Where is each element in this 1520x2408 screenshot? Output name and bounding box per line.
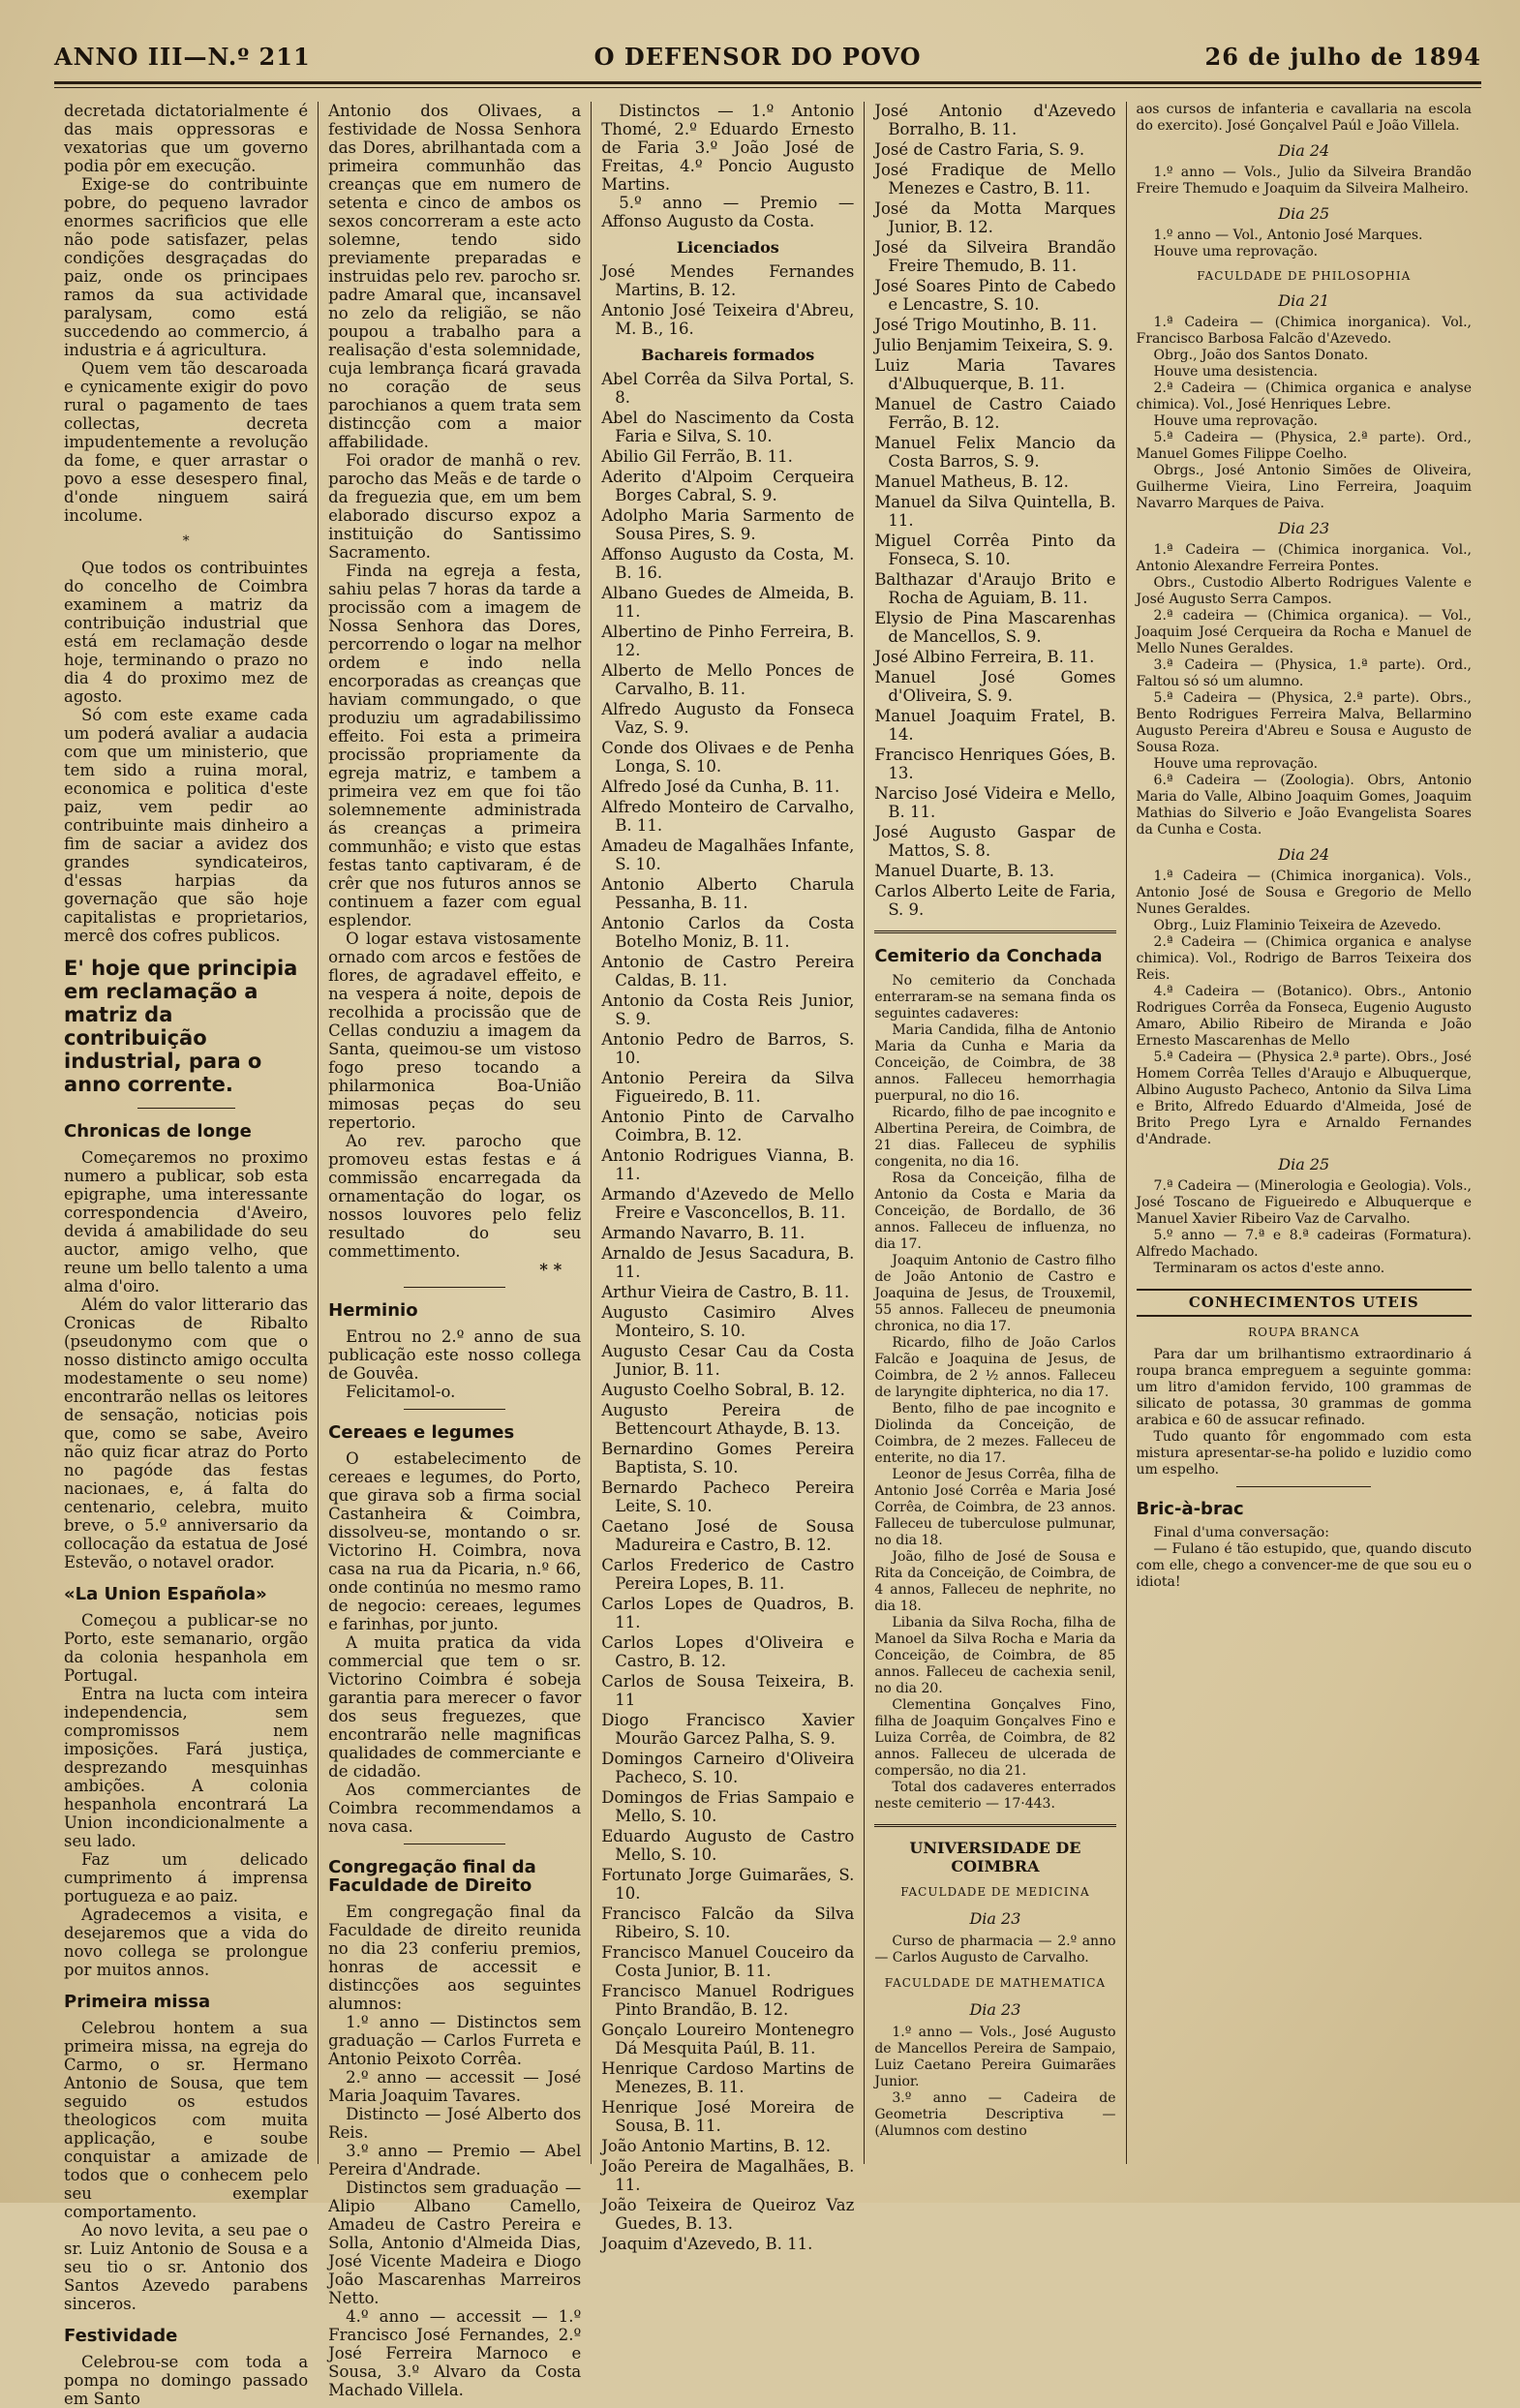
list-item: Miguel Corrêa Pinto da Fonseca, S. 10. bbox=[874, 532, 1116, 568]
divider bbox=[404, 1409, 504, 1410]
article-text: Começou a publicar-se no Porto, este semanario, orgão da colonia hespanhola em Portugal. bbox=[64, 1611, 309, 1685]
list-item: José Fradique de Mello Menezes e Castro, B. 11. bbox=[874, 161, 1116, 198]
list-item: Bernardino Gomes Pereira Baptista, S. 10. bbox=[601, 1440, 855, 1477]
columns bbox=[54, 102, 1481, 2408]
list-item: Manuel Duarte, B. 13. bbox=[874, 862, 1054, 880]
list-item: Elysio de Pina Mascarenhas de Mancellos, S. 9. bbox=[874, 609, 1116, 646]
list-item: Maria Candida, filha de Antonio Maria da Cunha e Maria da Conceição, de Coimbra, de 38 annos. Falleceu hemorrhagia puerpural, no dio 16. bbox=[874, 1022, 1116, 1104]
article-text: 1.º anno — Vols., José Augusto de Mancellos Pereira de Sampaio, Luiz Caetano Pereira Guimarães Junior. bbox=[874, 2025, 1116, 2089]
article-text: decretada dictatorialmente é das mais oppressoras e vexatorias que um governo podia pôr em execução. bbox=[64, 102, 309, 175]
list-item: Manuel Felix Mancio da Costa Barros, S. 9. bbox=[874, 434, 1116, 471]
article-text: Tudo quanto fôr engommado com esta mistura apresentar-se-ha polido e luzidio como um espelho. bbox=[1136, 1429, 1472, 1478]
list-item: Francisco Manuel Rodrigues Pinto Brandão, B. 12. bbox=[601, 1982, 855, 2019]
masthead-rule bbox=[54, 81, 1481, 88]
list-item: Amadeu de Magalhães Infante, S. 10. bbox=[601, 837, 855, 873]
list-item: Antonio Pedro de Barros, S. 10. bbox=[601, 1030, 855, 1067]
list-item: João Antonio Martins, B. 12. bbox=[601, 2137, 831, 2155]
faculty-mathematica: FACULDADE DE MATHEMATICA bbox=[884, 1976, 1107, 1990]
list-item: Gonçalo Loureiro Montenegro Dá Mesquita Paúl, B. 11. bbox=[601, 2021, 855, 2057]
list-item: Conde dos Olivaes e de Penha Longa, S. 10. bbox=[601, 739, 855, 776]
article-text: Felicitamol-o. bbox=[346, 1383, 456, 1401]
article-text: 1.º anno — Vols., Julio da Silveira Brandão Freire Themudo e Joaquim da Silveira Malheiro. bbox=[1136, 165, 1472, 197]
article-text: 6.ª Cadeira — (Zoologia). Obrs, Antonio Maria do Valle, Albino Joaquim Gomes, Joaquim Mathias do Silverio e João Evangelista Soares da Cunha e Costa. bbox=[1136, 773, 1472, 838]
list-item: Alfredo José da Cunha, B. 11. bbox=[601, 777, 840, 796]
list-item: Clementina Gonçalves Fino, filha de Joaquim Gonçalves Fino e Luiza Corrêa, de Coimbra, de 82 annos. Falleceu de ulcerada de compersão, no dia 21. bbox=[874, 1697, 1116, 1779]
list-item: Bernardo Pacheco Pereira Leite, S. 10. bbox=[601, 1478, 855, 1515]
section-title-bric-a-brac: Bric-à-brac bbox=[1136, 1499, 1244, 1519]
article-text: Quem vem tão descaroada e cynicamente exigir do povo rural o pagamento de taes collectas, decreta impudentemente a revolução da fome, e quer arrastar o povo a esse desespero final, d'onde ninguem sairá incolume. bbox=[64, 359, 309, 525]
article-text: Houve uma reprovação. bbox=[1153, 244, 1319, 259]
list-item: José Antonio d'Azevedo Borralho, B. 11. bbox=[874, 102, 1116, 138]
issue-number: ANNO III—N.º 211 bbox=[54, 42, 311, 71]
article-text: Entra na lucta com inteira independencia, sem compromissos nem imposições. Fará justiça, desprezando mesquinhas ambições. A colonia hespanhola encontrará La Union incondicionalmente a seu lado. bbox=[64, 1685, 309, 1850]
list-item: Carlos Lopes d'Oliveira e Castro, B. 12. bbox=[601, 1633, 855, 1670]
list-item: José Trigo Moutinho, B. 11. bbox=[874, 316, 1098, 334]
list-item: Manuel da Silva Quintella, B. 11. bbox=[874, 493, 1116, 530]
list-item: José Mendes Fernandes Martins, B. 12. bbox=[601, 262, 855, 299]
article-text: 4.º anno — accessit — 1.º Francisco José Fernandes, 2.º José Ferreira Marnoco e Sousa, 3.º Alvaro da Costa Machado Villela. bbox=[328, 2307, 582, 2399]
list-item: Antonio Alberto Charula Pessanha, B. 11. bbox=[601, 875, 855, 912]
article-text: Terminaram os actos d'este anno. bbox=[1153, 1261, 1385, 1276]
list-item: José de Castro Faria, S. 9. bbox=[874, 140, 1085, 159]
issue-date: 26 de julho de 1894 bbox=[1204, 42, 1481, 71]
stars-separator: * * bbox=[539, 1261, 562, 1279]
day-heading: Dia 24 bbox=[1278, 845, 1330, 864]
subhead-bachareis: Bachareis formados bbox=[641, 346, 815, 364]
article-text: Em congregação final da Faculdade de direito reunida no dia 23 conferiu premios, honras de accessit e distincções aos seguintes alumnos: bbox=[328, 1903, 582, 2013]
section-title-missa: Primeira missa bbox=[64, 1992, 211, 2012]
list-item: Arnaldo de Jesus Sacadura, B. 11. bbox=[601, 1244, 855, 1281]
list-item: Carlos Frederico de Castro Pereira Lopes, B. 11. bbox=[601, 1556, 855, 1593]
section-title-chronicas: Chronicas de longe bbox=[64, 1121, 252, 1142]
section-title-cereaes: Cereaes e legumes bbox=[328, 1422, 515, 1443]
article-text: Exige-se do contribuinte pobre, do pequeno lavrador enormes sacrificios que elle não pode satisfazer, pelas condições desgraçadas do paiz, onde os principaes ramos da sua actividade paralysam, como está succedendo ao commercio, á industria e á agricultura. bbox=[64, 175, 309, 359]
list-item: Narciso José Videira e Mello, B. 11. bbox=[874, 784, 1116, 821]
bachareis-list-continued bbox=[874, 102, 1115, 919]
list-item: Adolpho Maria Sarmento de Sousa Pires, S. 9. bbox=[601, 506, 855, 543]
day-heading: Dia 23 bbox=[969, 1909, 1021, 1928]
section-title-cemiterio: Cemiterio da Conchada bbox=[874, 946, 1103, 966]
day-heading: Dia 23 bbox=[1278, 519, 1330, 537]
article-text: 2.ª Cadeira — (Chimica organica e analyse chimica). Vol., Rodrigo de Barros Teixeira dos Reis. bbox=[1136, 934, 1472, 983]
divider bbox=[137, 1108, 235, 1109]
article-text: Entrou no 2.º anno de sua publicação este nosso collega de Gouvêa. bbox=[328, 1327, 582, 1383]
article-text: Faz um delicado cumprimento á imprensa portugueza e ao paiz. bbox=[64, 1850, 309, 1905]
article-text: 3.º anno — Cadeira de Geometria Descriptiva — (Alumnos com destino bbox=[874, 2090, 1116, 2139]
article-text: 3.º anno — Premio — Abel Pereira d'Andrade. bbox=[328, 2142, 582, 2179]
list-item: João Teixeira de Queiroz Vaz Guedes, B. 13. bbox=[601, 2196, 855, 2233]
article-text: Obrs., Custodio Alberto Rodrigues Valente e José Augusto Serra Campos. bbox=[1136, 575, 1472, 607]
article-text: 2.º anno — accessit — José Maria Joaquim Tavares. bbox=[328, 2068, 582, 2105]
list-item: Francisco Falcão da Silva Ribeiro, S. 10. bbox=[601, 1905, 855, 1941]
article-text: Foi orador de manhã o rev. parocho das Meãs e de tarde o da freguezia que, em um bem elaborado discurso expoz a instituição do Santissimo Sacramento. bbox=[328, 451, 582, 562]
article-text: Celebrou hontem a sua primeira missa, na egreja do Carmo, o sr. Hermano Antonio de Sousa, que tem seguido os estudos theologicos com muita applicação, e soube conquistar a amizade de todos que o conhecem pelo seu exemplar comportamento. bbox=[64, 2019, 309, 2221]
list-item: Ricardo, filho de pae incognito e Albertina Pereira, de Coimbra, de 21 dias. Falleceu de syphilis congenita, no dia 16. bbox=[874, 1105, 1116, 1170]
star-separator: * bbox=[182, 533, 190, 549]
list-item: Fortunato Jorge Guimarães, S. 10. bbox=[601, 1866, 855, 1903]
article-text: No cemiterio da Conchada enterraram-se na semana finda os seguintes cadaveres: bbox=[874, 973, 1116, 1021]
article-text: 2.ª Cadeira — (Chimica organica e analyse chimica). Vol., José Henriques Lebre. bbox=[1136, 381, 1472, 412]
article-text: Que todos os contribuintes do concelho de Coimbra examinem a matriz da contribuição industrial que está em reclamação desde hoje, terminando o prazo no dia 4 do proximo mez de agosto. bbox=[64, 559, 309, 706]
subhead-licenciados: Licenciados bbox=[676, 238, 779, 257]
article-text: Agradecemos a visita, e desejaremos que a vida do novo collega se prolongue por muitos annos. bbox=[64, 1905, 309, 1979]
faculty-medicina: FACULDADE DE MEDICINA bbox=[900, 1885, 1090, 1899]
list-item: Augusto Coelho Sobral, B. 12. bbox=[601, 1381, 845, 1399]
list-item: Albertino de Pinho Ferreira, B. 12. bbox=[601, 623, 855, 659]
list-item: Domingos Carneiro d'Oliveira Pacheco, S. 10. bbox=[601, 1750, 855, 1786]
list-item: Leonor de Jesus Corrêa, filha de Antonio José Corrêa e Maria José Corrêa, de Coimbra, de 23 annos. Falleceu de tuberculose pulmunar, no dia 18. bbox=[874, 1467, 1116, 1548]
list-item: Augusto Cesar Cau da Costa Junior, B. 11. bbox=[601, 1342, 855, 1379]
list-item: Balthazar d'Araujo Brito e Rocha de Aguiam, B. 11. bbox=[874, 570, 1116, 607]
day-heading: Dia 25 bbox=[1278, 1155, 1330, 1174]
article-text: 1.ª Cadeira — (Chimica inorganica). Vols., Antonio José de Sousa e Gregorio de Mello Nunes Geraldes. bbox=[1136, 869, 1472, 917]
newspaper-title: O DEFENSOR DO POVO bbox=[593, 42, 922, 71]
section-title-union: «La Union Española» bbox=[64, 1584, 267, 1604]
article-text: Distinctos sem graduação — Alipio Albano Camello, Amadeu de Castro Pereira e Solla, Antonio d'Almeida Dias, José Vicente Madeira e Diogo João Mascarenhas Marreiros Netto. bbox=[328, 2179, 582, 2307]
article-text: Antonio dos Olivaes, a festividade de Nossa Senhora das Dores, abrilhantada com a primeira communhão das creanças que em numero de setenta e cinco de ambos os sexos concorreram a este acto solemne, tendo sido previamente preparadas e instruidas pelo rev. parocho sr. padre Amaral que, incansavel no zelo da religião, se não poupou a trabalho para a realisação d'esta solemnidade, cuja lembrança ficará gravada no coração de seus parochianos a quem trata sem distincção com a maior affabilidade. bbox=[328, 102, 582, 451]
column-5 bbox=[1126, 102, 1481, 2164]
article-text: A muita pratica da vida commercial que tem o sr. Victorino Coimbra é sobeja garantia para merecer o favor dos seus freguezes, que encontrarão nelle magnificas qualidades de commerciante e de cidadão. bbox=[328, 1633, 582, 1781]
article-text: 1.ª Cadeira — (Chimica inorganica). Vol., Francisco Barbosa Falcão d'Azevedo. bbox=[1136, 315, 1472, 347]
section-title-herminio: Herminio bbox=[328, 1300, 418, 1321]
list-item: Alberto de Mello Ponces de Carvalho, B. 11. bbox=[601, 661, 855, 698]
subhead-roupa-branca: ROUPA BRANCA bbox=[1248, 1326, 1360, 1339]
section-title-universidade: UNIVERSIDADE DE COIMBRA bbox=[909, 1839, 1081, 1875]
column-3 bbox=[591, 102, 864, 2253]
list-item: Carlos Lopes de Quadros, B. 11. bbox=[601, 1595, 855, 1631]
article-text: Houve uma reprovação. bbox=[1153, 413, 1319, 429]
article-text: 3.ª Cadeira — (Physica, 1.ª parte). Ord., Faltou só só um alumno. bbox=[1136, 657, 1472, 689]
divider bbox=[1236, 1486, 1371, 1487]
list-item: Joaquim d'Azevedo, B. 11. bbox=[601, 2235, 813, 2253]
section-title-conhecimentos: CONHECIMENTOS UTEIS bbox=[1137, 1289, 1472, 1317]
list-item: Manuel Matheus, B. 12. bbox=[874, 472, 1069, 491]
burial-list bbox=[874, 1022, 1115, 1780]
list-item: Luiz Maria Tavares d'Albuquerque, B. 11. bbox=[874, 356, 1116, 393]
article-text: Obrg., João dos Santos Donato. bbox=[1153, 348, 1369, 363]
list-item: Diogo Francisco Xavier Mourão Garcez Palha, S. 9. bbox=[601, 1711, 855, 1748]
list-item: João Pereira de Magalhães, B. 11. bbox=[601, 2157, 855, 2194]
list-item: Antonio José Teixeira d'Abreu, M. B., 16. bbox=[601, 301, 855, 338]
list-item: Francisco Henriques Góes, B. 13. bbox=[874, 746, 1116, 782]
list-item: Joaquim Antonio de Castro filho de João Antonio de Castro e Joaquina de Jesus, de Trouxemil, 55 annos. Falleceu de pneumonia chronica, no dia 17. bbox=[874, 1253, 1116, 1334]
list-item: Antonio Pereira da Silva Figueiredo, B. 11. bbox=[601, 1069, 855, 1106]
section-title-festividade: Festividade bbox=[64, 2326, 178, 2346]
list-item: Antonio de Castro Pereira Caldas, B. 11. bbox=[601, 953, 855, 990]
article-text: 7.ª Cadeira — (Minerologia e Geologia). Vols., José Toscano de Figueiredo e Albuquerque e Manuel Xavier Ribeiro Vaz de Carvalho. bbox=[1136, 1178, 1472, 1227]
article-text: Distincto — José Alberto dos Reis. bbox=[328, 2105, 582, 2142]
list-item: José da Motta Marques Junior, B. 12. bbox=[874, 199, 1116, 236]
list-item: José Soares Pinto de Cabedo e Lencastre, S. 10. bbox=[874, 277, 1116, 314]
article-text: 5.º anno — 7.ª e 8.ª cadeiras (Formatura). Alfredo Machado. bbox=[1136, 1228, 1472, 1260]
list-item: Abel do Nascimento da Costa Faria e Silva, S. 10. bbox=[601, 409, 855, 445]
list-item: Augusto Pereira de Bettencourt Athayde, B. 13. bbox=[601, 1401, 855, 1438]
article-text: O estabelecimento de cereaes e legumes, do Porto, que girava sob a firma social Castanheira & Coimbra, dissolveu-se, montando o sr. Victorino H. Coimbra, nova casa na rua da Picaria, n.º 66, onde continúa no mesmo ramo de negocio: cereaes, legumes e farinhas, por junto. bbox=[328, 1449, 582, 1633]
list-item: Antonio Rodrigues Vianna, B. 11. bbox=[601, 1146, 855, 1183]
licenciados-list bbox=[601, 262, 854, 338]
list-item: Eduardo Augusto de Castro Mello, S. 10. bbox=[601, 1827, 855, 1864]
list-item: Manuel José Gomes d'Oliveira, S. 9. bbox=[874, 668, 1116, 705]
list-item: Carlos de Sousa Teixeira, B. 11 bbox=[601, 1672, 855, 1709]
list-item: Alfredo Augusto da Fonseca Vaz, S. 9. bbox=[601, 700, 855, 737]
column-2 bbox=[318, 102, 591, 2399]
article-text: Distinctos — 1.º Antonio Thomé, 2.º Eduardo Ernesto de Faria 3.º João José de Freitas, 4.º Poncio Augusto Martins. bbox=[601, 102, 855, 194]
list-item: Julio Benjamim Teixeira, S. 9. bbox=[874, 336, 1113, 354]
list-item: Francisco Manuel Couceiro da Costa Junior, B. 11. bbox=[601, 1943, 855, 1980]
article-text: Ao novo levita, a seu pae o sr. Luiz Antonio de Sousa e a seu tio o sr. Antonio dos Santos Azevedo parabens sinceros. bbox=[64, 2221, 309, 2313]
article-text: 1.º anno — Vol., Antonio José Marques. bbox=[1153, 228, 1423, 243]
day-heading: Dia 23 bbox=[969, 2000, 1021, 2019]
list-item: Antonio Pinto de Carvalho Coimbra, B. 12. bbox=[601, 1108, 855, 1144]
list-item: Caetano José de Sousa Madureira e Castro, B. 12. bbox=[601, 1517, 855, 1554]
article-text: Obrg., Luiz Flaminio Teixeira de Azevedo. bbox=[1153, 918, 1442, 933]
list-item: Carlos Alberto Leite de Faria, S. 9. bbox=[874, 882, 1116, 919]
list-item: Augusto Casimiro Alves Monteiro, S. 10. bbox=[601, 1303, 855, 1340]
column-1 bbox=[54, 102, 318, 2408]
list-item: Ricardo, filho de João Carlos Falcão e Joaquina de Jesus, de Coimbra, de 2 ½ annos. Falleceu de laryngite diphterica, no dia 17. bbox=[874, 1335, 1116, 1400]
article-text: Só com este exame cada um poderá avaliar a audacia com que um ministerio, que tem sido a ruina moral, economica e politica d'este paiz, vem pedir ao contribuinte mais dinheiro a fim de saciar a avidez dos grandes syndicateiros, d'essas harpias da governação que são hoje capitalistas e proprietarios, mercê dos cofres publicos. bbox=[64, 706, 309, 945]
list-item: João, filho de José de Sousa e Rita da Conceição, de Coimbra, de 4 annos, Falleceu de nephrite, no dia 18. bbox=[874, 1549, 1116, 1614]
list-item: Antonio da Costa Reis Junior, S. 9. bbox=[601, 991, 855, 1028]
list-item: Manuel Joaquim Fratel, B. 14. bbox=[874, 707, 1116, 744]
day-heading: Dia 25 bbox=[1278, 204, 1330, 223]
list-item: Henrique Cardoso Martins de Menezes, B. 11. bbox=[601, 2059, 855, 2096]
article-text: 1.º anno — Distinctos sem graduação — Carlos Furreta e Antonio Peixoto Corrêa. bbox=[328, 2013, 582, 2068]
divider bbox=[874, 1824, 1115, 1827]
list-item: Abilio Gil Ferrão, B. 11. bbox=[601, 447, 793, 466]
article-text: Começaremos no proximo numero a publicar, sob esta epigraphe, uma interessante correspondencia d'Aveiro, devida á amabilidade do seu auctor, amigo velho, que reune um bello talento a uma alma d'oiro. bbox=[64, 1148, 309, 1295]
list-item: Albano Guedes de Almeida, B. 11. bbox=[601, 584, 855, 621]
article-text: 5.ª Cadeira — (Physica, 2.ª parte). Obrs., Bento Rodrigues Ferreira Malva, Bellarmino Augusto Pereira d'Abreu e Sousa e Augusto de Sousa Roza. bbox=[1136, 690, 1472, 755]
column-4 bbox=[864, 102, 1125, 2164]
article-text: O logar estava vistosamente ornado com arcos e festões de flores, de agradavel effeito, e na vespera á noite, depois de recolhida a procissão que de Cellas conduziu a imagem da Santa, queimou-se um vistoso fogo preso tocando a philarmonica Boa-União mimosas peças do seu repertorio. bbox=[328, 930, 582, 1132]
day-heading: Dia 21 bbox=[1278, 291, 1330, 310]
list-item: Bento, filho de pae incognito e Diolinda da Conceição, de Coimbra, de 2 mezes. Falleceu de enterite, no dia 17. bbox=[874, 1401, 1116, 1466]
article-text: Ao rev. parocho que promoveu estas festas e á commissão encarregada da ornamentação do logar, os nossos louvores pelo feliz resultado do seu commettimento. bbox=[328, 1132, 582, 1261]
list-item: Libania da Silva Rocha, filha de Manoel da Silva Rocha e Maria da Conceição, de Coimbra, de 85 annos. Falleceu de cachexia senil, no dia 20. bbox=[874, 1615, 1116, 1696]
article-text: Houve uma desistencia. bbox=[1153, 364, 1319, 380]
list-item: Armando d'Azevedo de Mello Freire e Vasconcellos, B. 11. bbox=[601, 1185, 855, 1222]
list-item: Henrique José Moreira de Sousa, B. 11. bbox=[601, 2098, 855, 2135]
article-text: Curso de pharmacia — 2.º anno — Carlos Augusto de Carvalho. bbox=[874, 1934, 1116, 1966]
list-item: Arthur Vieira de Castro, B. 11. bbox=[601, 1283, 850, 1301]
article-text: 5.ª Cadeira — (Physica, 2.ª parte). Ord., Manuel Gomes Filippe Coelho. bbox=[1136, 430, 1472, 462]
list-item: Rosa da Conceição, filha de Antonio da Costa e Maria da Conceição, de Bordallo, de 36 annos. Falleceu de influenza, no dia 17. bbox=[874, 1171, 1116, 1252]
list-item: Antonio Carlos da Costa Botelho Moniz, B. 11. bbox=[601, 914, 855, 951]
list-item: Aderito d'Alpoim Cerqueira Borges Cabral, S. 9. bbox=[601, 468, 855, 504]
article-text: Final d'uma conversação: bbox=[1153, 1525, 1329, 1540]
list-item: José Augusto Gaspar de Mattos, S. 8. bbox=[874, 823, 1116, 860]
list-item: Manuel de Castro Caiado Ferrão, B. 12. bbox=[874, 395, 1116, 432]
masthead bbox=[54, 39, 1481, 74]
list-item: Armando Navarro, B. 11. bbox=[601, 1224, 806, 1242]
article-text: — Fulano é tão estupido, que, quando discuto com elle, chego a convencer-me de que sou eu o idiota! bbox=[1136, 1541, 1472, 1590]
list-item: Domingos de Frias Sampaio e Mello, S. 10. bbox=[601, 1788, 855, 1825]
list-item: Affonso Augusto da Costa, M. B. 16. bbox=[601, 545, 855, 582]
divider bbox=[404, 1287, 504, 1288]
article-text: Obrgs., José Antonio Simões de Oliveira, Guilherme Vieira, Lino Ferreira, Joaquim Navarro Marques de Paiva. bbox=[1136, 463, 1472, 511]
section-title-congregacao: Congregação final da Faculdade de Direito bbox=[328, 1857, 536, 1896]
list-item: Abel Corrêa da Silva Portal, S. 8. bbox=[601, 370, 855, 407]
day-heading: Dia 24 bbox=[1278, 141, 1330, 160]
article-text: 4.ª Cadeira — (Botanico). Obrs., Antonio Rodrigues Corrêa da Fonseca, Eugenio Augusto Amaro, Abilio Ribeiro de Miranda e João Ernesto Mascarenhas de Mello bbox=[1136, 984, 1472, 1049]
list-item: Alfredo Monteiro de Carvalho, B. 11. bbox=[601, 798, 855, 835]
article-text: Houve uma reprovação. bbox=[1153, 756, 1319, 772]
faculty-philosophia: FACULDADE DE PHILOSOPHIA bbox=[1197, 269, 1412, 283]
burial-total: Total dos cadaveres enterrados neste cemiterio — 17·443. bbox=[874, 1780, 1116, 1812]
article-text: 5.ª Cadeira — (Physica 2.ª parte). Obrs., José Homem Corrêa Telles d'Araujo e Albuquerque, Albino Augusto Pacheco, Antonio da Silva Lima e Brito, Alfredo Eduardo d'Almeida, José de Brito Prego Lyra e Arnaldo Fernandes d'Andrade. bbox=[1136, 1050, 1472, 1147]
article-text: Além do valor litterario das Cronicas de Ribalto (pseudonymo com que o nosso distincto amigo occulta modestamente o seu nome) encontrarão nellas os leitores de sensação, noticias pois que, como se sabe, Aveiro não quiz ficar atraz do Porto no pagóde das festas nacionaes, e, á falta do centenario, celebra, muito breve, o 5.º anniversario da collocação da estatua de José Estevão, o notavel orador. bbox=[64, 1295, 309, 1571]
article-text: aos cursos de infanteria e cavallaria na escola do exercito). José Gonçalvel Paúl e João Villela. bbox=[1136, 102, 1472, 134]
headline-matriz: E' hoje que principia em reclamação a matriz da contribuição industrial, para o anno corrente. bbox=[64, 957, 298, 1096]
article-text: Aos commerciantes de Coimbra recommendamos a nova casa. bbox=[328, 1781, 582, 1836]
bachareis-list bbox=[601, 370, 854, 2253]
article-text: Celebrou-se com toda a pompa no domingo passado em Santo bbox=[64, 2353, 309, 2408]
list-item: José Albino Ferreira, B. 11. bbox=[874, 648, 1095, 666]
article-text: 5.º anno — Premio — Affonso Augusto da Costa. bbox=[601, 194, 855, 230]
article-text: 1.ª Cadeira — (Chimica inorganica. Vol., Antonio Alexandre Ferreira Pontes. bbox=[1136, 542, 1472, 574]
list-item: José da Silveira Brandão Freire Themudo, B. 11. bbox=[874, 238, 1116, 275]
article-text: 2.ª cadeira — (Chimica organica). — Vol., Joaquim José Cerqueira da Rocha e Manuel de Mello Nunes Geraldes. bbox=[1136, 608, 1472, 656]
article-text: Para dar um brilhantismo extraordinario á roupa branca empreguem a seguinte gomma: um litro d'amidon fervido, 100 grammas de silicato de potassa, 30 grammas de gomma arabica e 60 de assucar refinado. bbox=[1136, 1347, 1472, 1428]
divider bbox=[874, 930, 1115, 933]
article-text: Finda na egreja a festa, sahiu pelas 7 horas da tarde a procissão com a imagem de Nossa Senhora das Dores, percorrendo o logar na melhor ordem e indo nella encorporadas as creanças que haviam commungado, o que produziu um agradabilissimo effeito. Foi esta a primeira procissão propriamente da egreja matriz, e tambem a primeira vez em que foi tão solemnemente administrada ás creanças a primeira communhão; e visto que estas festas tanto captivaram, é de crêr que nos futuros annos se continuem a fazer com egual esplendor. bbox=[328, 562, 582, 930]
